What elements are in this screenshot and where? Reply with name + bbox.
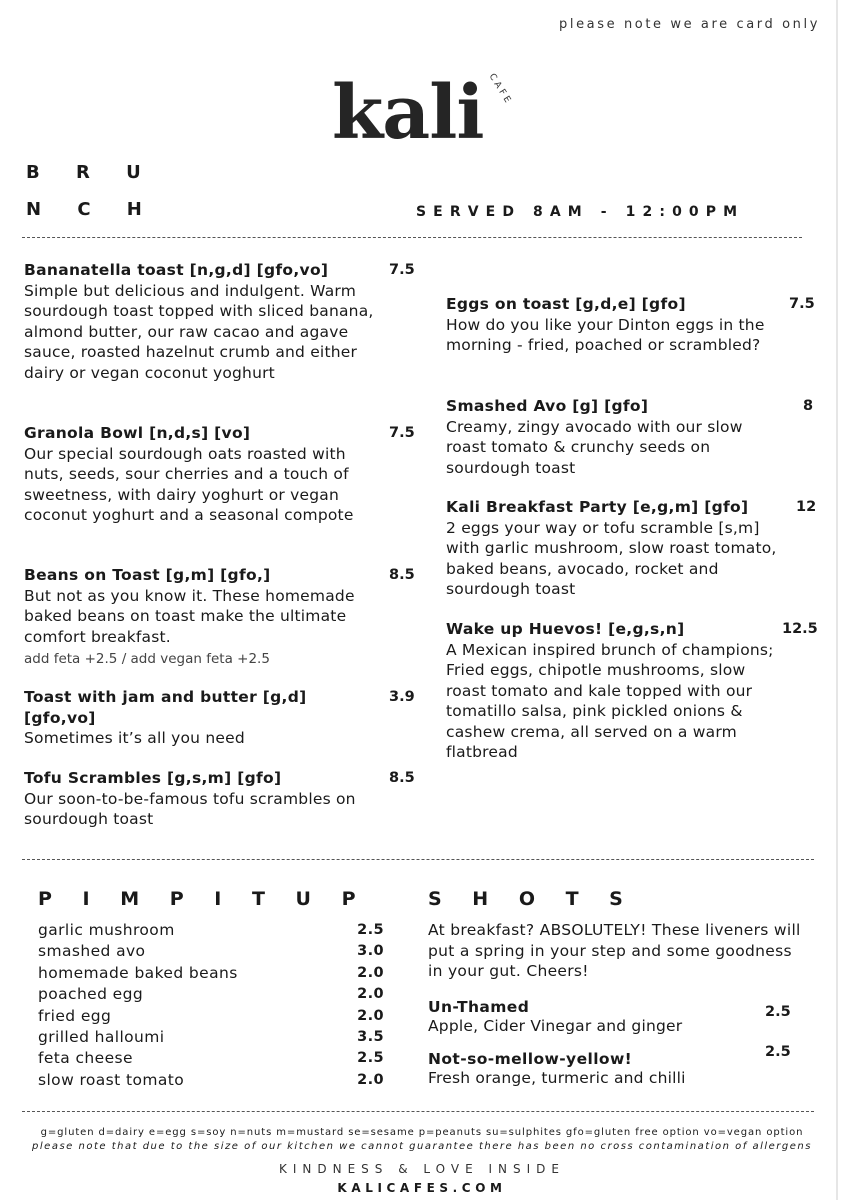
item-description: Sometimes it’s all you need: [24, 729, 245, 747]
addon-name: garlic mushroom: [38, 921, 175, 939]
item-description: 2 eggs your way or tofu scramble [s,m] with garlic mushroom, slow roast tomato, baked beans, avocado, rocket and sourdough toast: [446, 518, 777, 598]
shot-name: Un-Thamed: [428, 998, 530, 1016]
addon-name: homemade baked beans: [38, 963, 238, 982]
item-name: Tofu Scrambles [g,s,m] [gfo]: [24, 769, 282, 787]
shot-description: Apple, Cider Vinegar and ginger: [428, 1016, 683, 1035]
menu-item-kali-breakfast-party: [446, 497, 786, 600]
menu-item-wake-up-huevos: [446, 619, 786, 763]
item-price: 7.5: [389, 425, 415, 441]
item-price: 12.5: [782, 621, 818, 637]
item-name: Eggs on toast [g,d,e] [gfo]: [446, 295, 686, 313]
addon-price: 2.0: [357, 986, 384, 1003]
brunch-heading-line1: B R U: [26, 162, 156, 183]
pimp-it-up-list: [38, 920, 384, 1091]
brunch-heading-line2: N C H: [26, 199, 157, 220]
addon-price: 2.0: [357, 964, 384, 981]
page-edge: [836, 0, 838, 1200]
shot-price: 2.5: [765, 1004, 791, 1020]
list-item: [38, 1048, 384, 1069]
kali-cafe-logo: [332, 70, 542, 171]
item-name: Beans on Toast [g,m] [gfo,]: [24, 566, 271, 584]
addon-price: 2.0: [357, 1007, 384, 1024]
addon-name: feta cheese: [38, 1049, 133, 1068]
logo-wordmark: kali: [332, 70, 484, 156]
list-item: [38, 1006, 384, 1027]
item-name: Toast with jam and butter [g,d] [gfo,vo]: [24, 688, 307, 727]
list-item: [38, 1027, 384, 1048]
item-price: 8.5: [389, 567, 415, 583]
item-price: 7.5: [789, 296, 815, 312]
item-description: But not as you know it. These homemade baked beans on toast make the ultimate comfort breakfast.: [24, 586, 355, 646]
allergen-disclaimer: please note that due to the size of our kitchen we cannot guarantee there has been no cross contamination of allergens: [32, 1141, 812, 1152]
list-item: [38, 984, 384, 1005]
tagline: KINDNESS & LOVE INSIDE: [279, 1162, 565, 1176]
divider-bottom: [22, 1111, 814, 1112]
item-description: Our special sourdough oats roasted with nuts, seeds, sour cherries and a touch of sweetness, with dairy yoghurt or vegan coconut yoghurt and a seasonal compote: [24, 444, 354, 524]
menu-item-eggs-on-toast: [446, 294, 776, 356]
served-hours: SERVED 8AM - 12:00PM: [416, 204, 745, 220]
shot-description: Fresh orange, turmeric and chilli: [428, 1068, 686, 1087]
card-only-note: please note we are card only: [559, 17, 820, 32]
pimp-it-up-heading: P I M P I T U P: [38, 888, 368, 910]
item-name: Granola Bowl [n,d,s] [vo]: [24, 424, 251, 442]
shot-price: 2.5: [765, 1044, 791, 1060]
addon-name: smashed avo: [38, 942, 146, 961]
addon-price: 2.5: [357, 922, 384, 938]
item-price: 3.9: [389, 689, 415, 705]
addon-name: grilled halloumi: [38, 1028, 165, 1047]
item-description: Our soon-to-be-famous tofu scrambles on sourdough toast: [24, 789, 356, 828]
addon-name: fried egg: [38, 1006, 112, 1025]
item-addon-note: add feta +2.5 / add vegan feta +2.5: [24, 651, 270, 667]
addon-price: 2.0: [357, 1071, 384, 1088]
item-name: Smashed Avo [g] [gfo]: [446, 397, 649, 415]
addon-price: 3.5: [357, 1029, 384, 1046]
menu-item-bananatella: [24, 260, 384, 383]
shot-item-un-thamed: [428, 998, 778, 1035]
item-name: Wake up Huevos! [e,g,s,n]: [446, 620, 685, 638]
item-description: Simple but delicious and indulgent. Warm sourdough toast topped with sliced banana, almond butter, our raw cacao and agave sauce, roasted hazelnut crumb and either dairy or vegan coconut yoghurt: [24, 281, 374, 382]
item-price: 8: [803, 398, 814, 414]
menu-item-toast-jam: [24, 687, 344, 749]
item-price: 12: [796, 499, 817, 515]
addon-name: poached egg: [38, 985, 144, 1004]
item-description: How do you like your Dinton eggs in the morning - fried, poached or scrambled?: [446, 315, 765, 354]
logo-cafe-label: CAFE: [486, 72, 514, 108]
item-price: 7.5: [389, 262, 415, 278]
item-description: Creamy, zingy avocado with our slow roast tomato & crunchy seeds on sourdough toast: [446, 417, 743, 477]
list-item: [38, 920, 384, 941]
item-price: 8.5: [389, 770, 415, 786]
divider-middle: [22, 859, 814, 860]
shot-name: Not-so-mellow-yellow!: [428, 1050, 633, 1068]
item-name: Bananatella toast [n,g,d] [gfo,vo]: [24, 261, 329, 279]
allergen-legend: g=gluten d=dairy e=egg s=soy n=nuts m=mustard se=sesame p=peanuts su=sulphites gfo=gluten free option vo=vegan option: [40, 1127, 804, 1138]
addon-name: slow roast tomato: [38, 1070, 185, 1089]
menu-item-tofu-scrambles: [24, 768, 386, 830]
list-item: [38, 941, 384, 962]
shots-heading: S H O T S: [428, 888, 635, 910]
menu-item-beans-on-toast: [24, 565, 386, 669]
addon-price: 2.5: [357, 1050, 384, 1067]
item-description: A Mexican inspired brunch of champions; Fried eggs, chipotle mushrooms, slow roast tomato and kale topped with our tomatillo salsa, pink pickled onions & cashew crema, all served on a warm flatbread: [446, 640, 774, 761]
menu-item-granola-bowl: [24, 423, 386, 526]
shots-intro: At breakfast? ABSOLUTELY! These liveners will put a spring in your step and some goodness in your gut. Cheers!: [428, 921, 801, 980]
list-item: [38, 963, 384, 984]
divider-top: [22, 237, 802, 238]
menu-item-smashed-avo: [446, 396, 786, 478]
website-link[interactable]: KALICAFES.COM: [337, 1181, 507, 1195]
shot-item-not-so-mellow-yellow: [428, 1050, 778, 1087]
list-item: [38, 1070, 384, 1091]
addon-price: 3.0: [357, 943, 384, 960]
item-name: Kali Breakfast Party [e,g,m] [gfo]: [446, 498, 749, 516]
